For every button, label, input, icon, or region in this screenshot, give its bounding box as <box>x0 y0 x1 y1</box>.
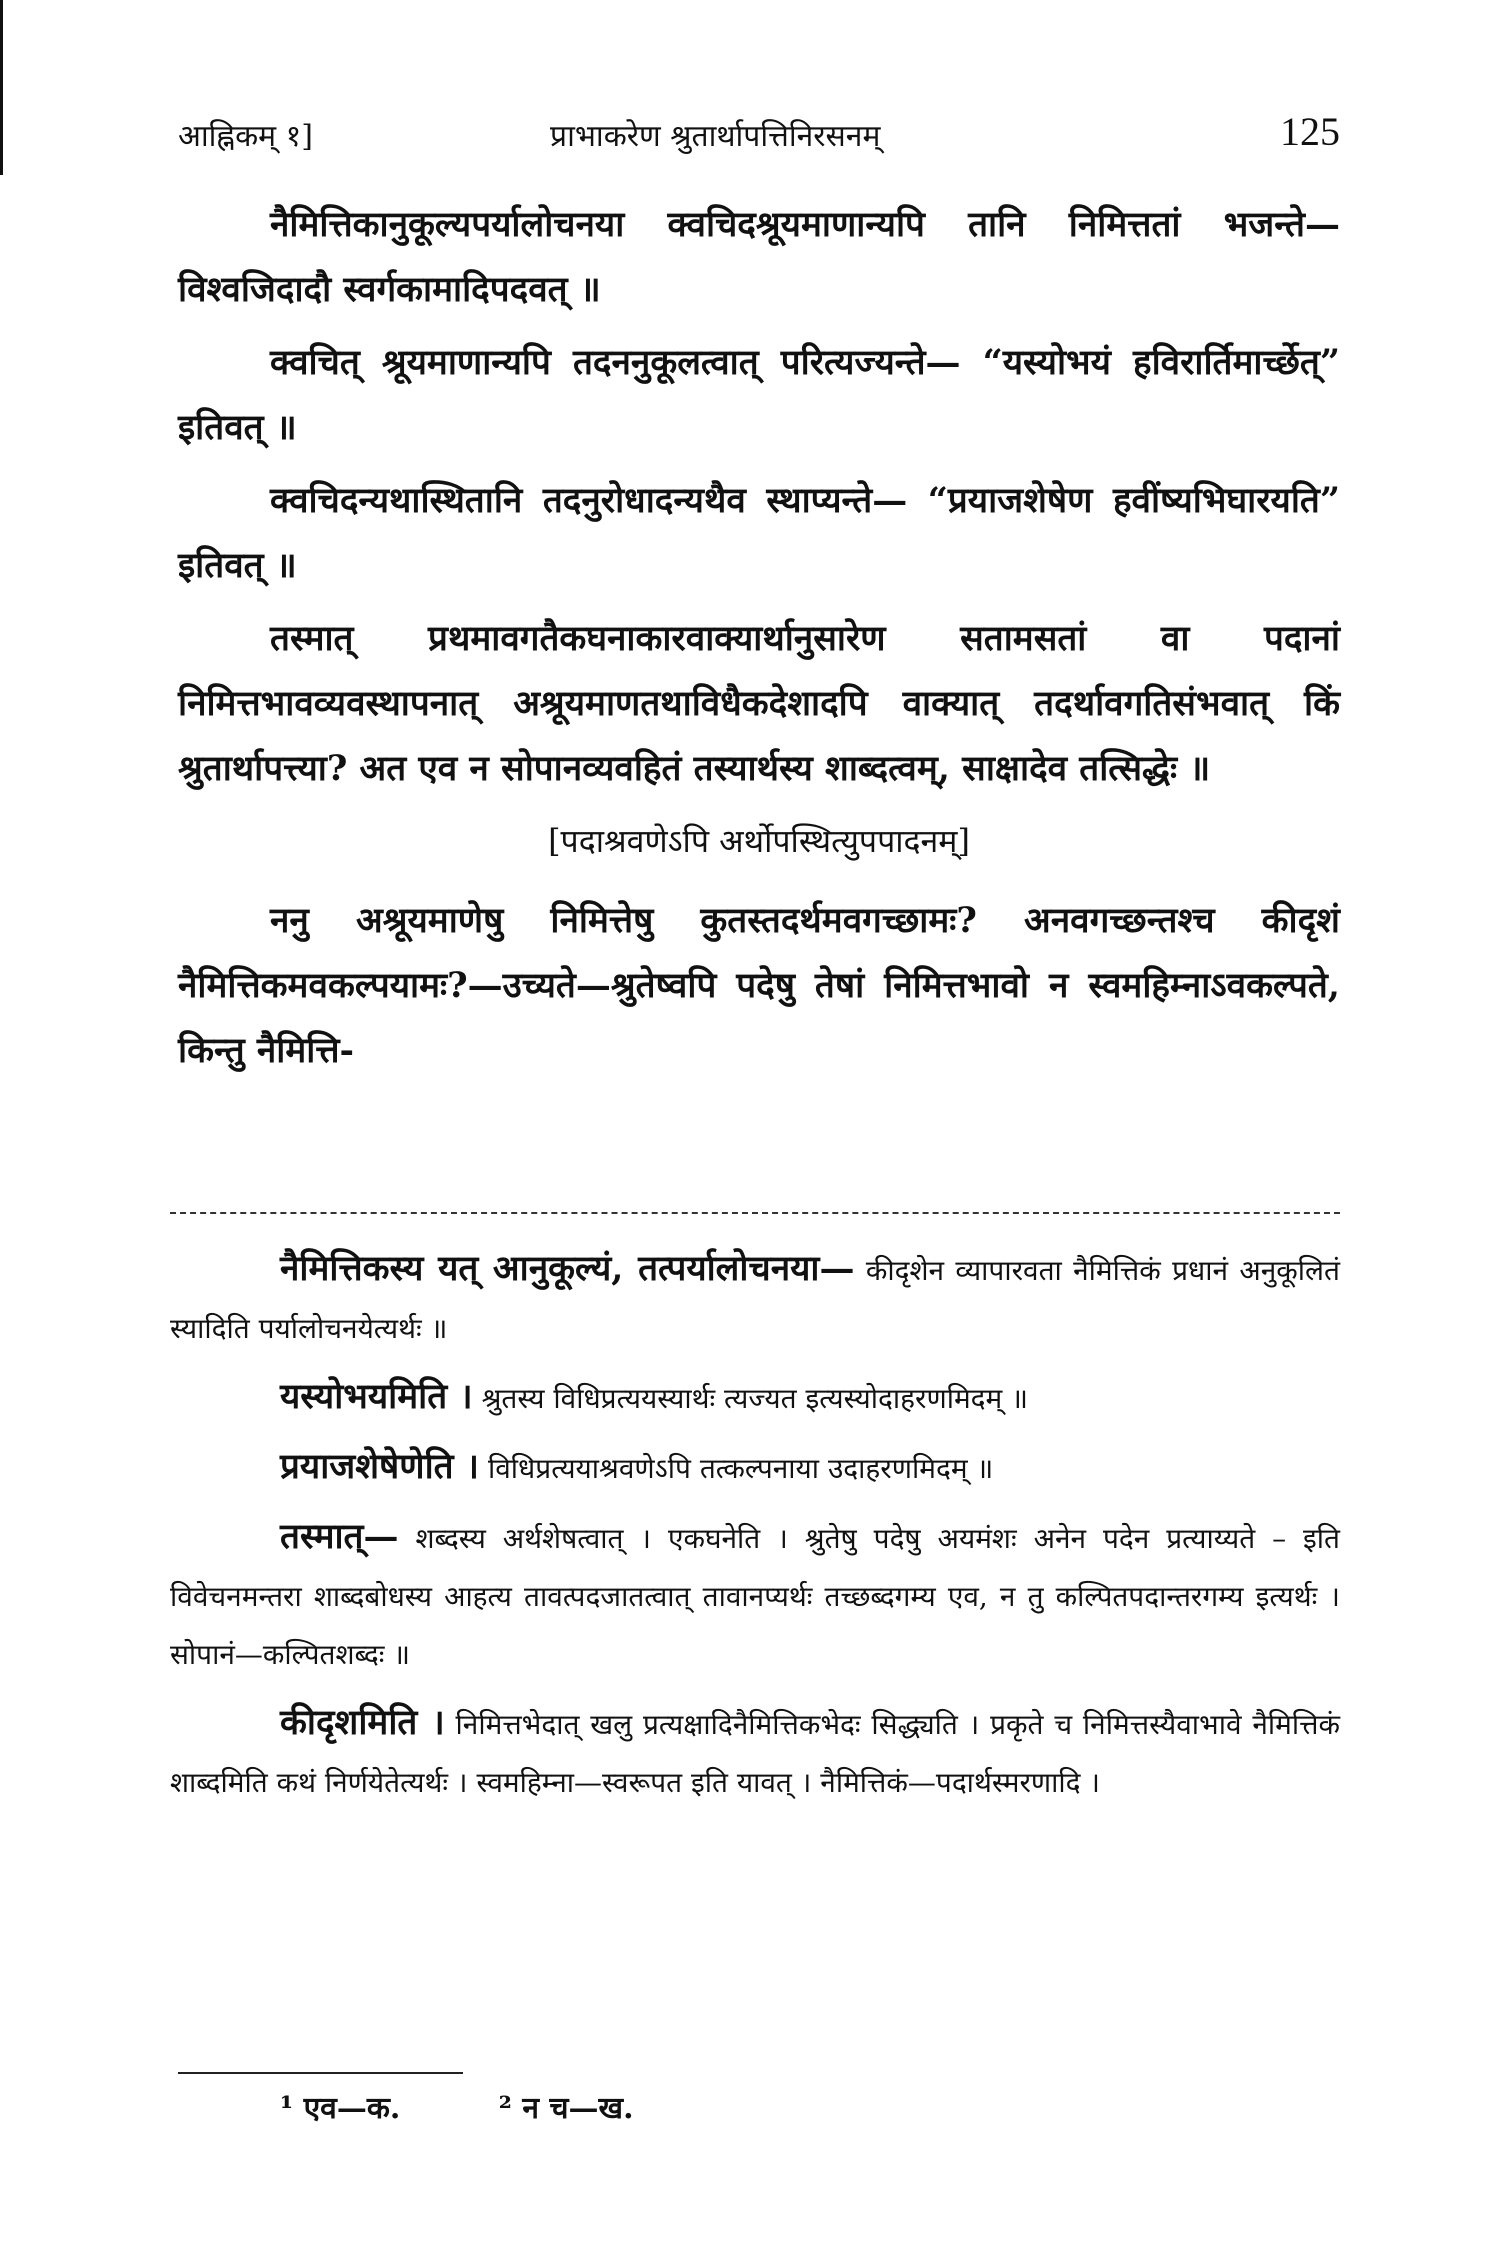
commentary <box>170 1240 1340 1822</box>
footnote-rule <box>178 2072 463 2074</box>
note-lemma: यस्योभयमिति । <box>280 1376 473 1417</box>
scan-edge-mark <box>0 0 3 175</box>
note-lemma: प्रयाजशेषेणेति । <box>280 1446 480 1487</box>
running-header <box>178 108 1340 168</box>
commentary-divider <box>170 1212 1340 1214</box>
footnote-1: ¹ एव—क. <box>280 2091 401 2126</box>
main-text <box>178 192 1340 1091</box>
paragraph-1: नैमित्तिकानुकूल्यपर्यालोचनया क्वचिदश्रूयमाणान्यपि तानि निमित्ततां भजन्ते—विश्वजिदादौ स्वर्गकामादिपदवत् ॥ <box>178 204 1340 310</box>
paragraph-3: क्वचिदन्यथास्थितानि तदनुरोधादन्यथैव स्थाप्यन्ते— “प्रयाजशेषेण हवींष्यभिघारयति” इतिवत् ॥ <box>178 480 1340 586</box>
note-2 <box>170 1368 1340 1428</box>
note-1 <box>170 1240 1340 1358</box>
note-lemma: कीदृशमिति । <box>280 1702 445 1743</box>
note-text: विधिप्रत्ययाश्रवणेऽपि तत्कल्पनाया उदाहरणमिदम् ॥ <box>487 1452 994 1485</box>
note-lemma: तस्मात्— <box>280 1516 399 1557</box>
note-text: श्रुतस्य विधिप्रत्ययस्यार्थः त्यज्यत इत्यस्योदाहरणमिदम् ॥ <box>481 1382 1028 1415</box>
paragraph-4: तस्मात् प्रथमावगतैकघनाकारवाक्यार्थानुसारेण सतामसतां वा पदानां निमित्तभावव्यवस्थापनात् अश्रूयमाणतथाविधैकदेशादपि वाक्यात् तदर्थावगतिसंभवात् किं श्रुतार्थापत्त्या? अत एव न सोपानव्यवहितं तस्यार्थस्य शाब्दत्वम्, साक्षादेव तत्सिद्धेः ॥ <box>178 618 1340 789</box>
note-text: निमित्तभेदात् खलु प्रत्यक्षादिनैमित्तिकभेदः सिद्ध्यति । प्रकृते च निमित्तस्यैवाभावे नैमित्तिकं शाब्दमिति कथं निर्णयेतेत्यर्थः । स्वमहिम्ना—स्वरूपत इति यावत् । नैमित्तिकं—पदार्थस्मरणादि । <box>170 1708 1340 1799</box>
note-text: शब्दस्य अर्थशेषत्वात् । एकघनेति । श्रुतेषु पदेषु अयमंशः अनेन पदेन प्रत्याय्यते – इति विवेचनमन्तरा शाब्दबोधस्य आहत्य तावत्पदजातत्वात् तावानप्यर्थः तच्छब्दगम्य एव, न तु कल्पितपदान्तरगम्य इत्यर्थः । सोपानं—कल्पितशब्दः ॥ <box>170 1522 1341 1671</box>
footnotes <box>280 2086 722 2127</box>
note-4 <box>170 1508 1340 1684</box>
paragraph-5: ननु अश्रूयमाणेषु निमित्तेषु कुतस्तदर्थमवगच्छामः? अनवगच्छन्तश्च कीदृशं नैमित्तिकमवकल्पयामः?—उच्यते—श्रुतेष्वपि पदेषु तेषां निमित्तभावो न स्वमहिम्नाऽवकल्पते, किन्तु नैमित्ति- <box>178 900 1340 1071</box>
header-left: आह्निकम् १] <box>178 119 313 154</box>
note-5 <box>170 1694 1340 1812</box>
paragraph-2: क्वचित् श्रूयमाणान्यपि तदननुकूलत्वात् परित्यज्यन्ते— “यस्योभयं हविरार्तिमार्च्छेत्” इतिवत् ॥ <box>178 342 1340 448</box>
note-lemma: नैमित्तिकस्य यत् आनुकूल्यं, तत्पर्यालोचनया— <box>280 1248 855 1289</box>
note-3 <box>170 1438 1340 1498</box>
page-number: 125 <box>1280 109 1340 154</box>
section-heading: [पदाश्रवणेऽपि अर्थोपस्थित्युपपादनम्] <box>548 822 970 860</box>
footnote-2: ² न च—ख. <box>498 2091 634 2126</box>
header-title: प्राभाकरेण श्रुतार्थापत्तिनिरसनम् <box>550 119 881 154</box>
note-text: कीदृशेन व्यापारवता नैमित्तिकं प्रधानं अनुकूलितं स्यादिति पर्यालोचनयेत्यर्थः ॥ <box>170 1254 1340 1345</box>
